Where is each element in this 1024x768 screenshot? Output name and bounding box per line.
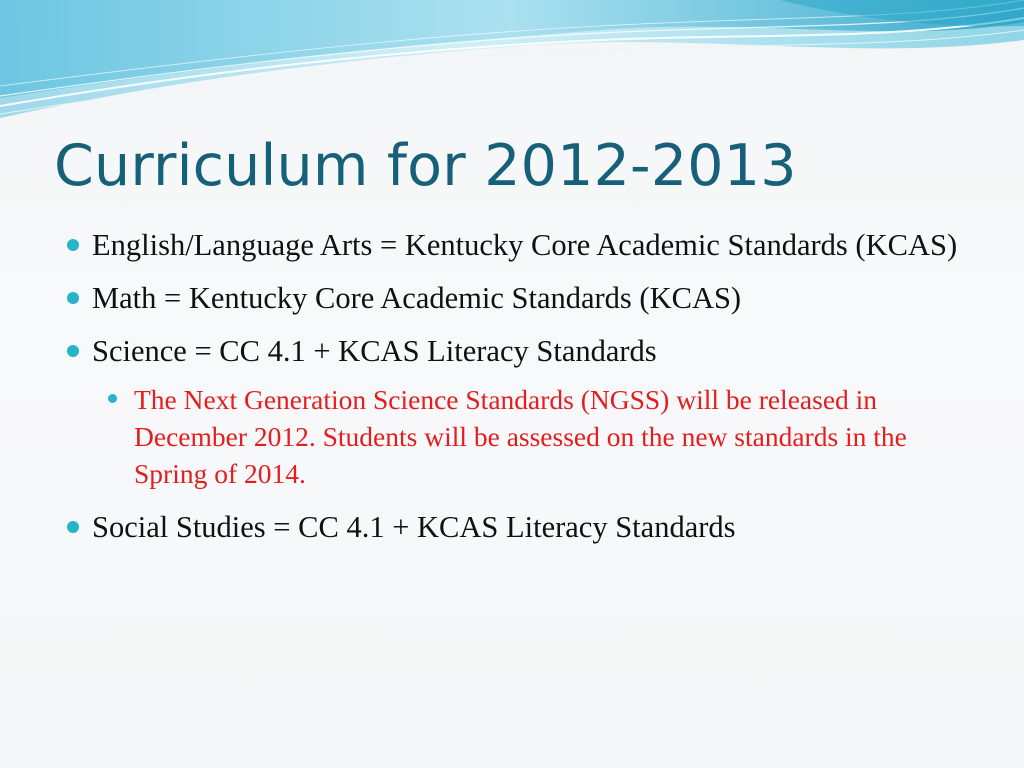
bullet-item-math	[66, 279, 986, 318]
bullet-item-social-studies	[66, 508, 986, 547]
bullet-text: Social Studies = CC 4.1 + KCAS Literacy Standards	[92, 510, 736, 544]
slide-title: Curriculum for 2012-2013	[54, 133, 797, 199]
bullet-item-english	[66, 226, 986, 265]
bullet-dot-icon	[67, 345, 79, 357]
bullet-text: Math = Kentucky Core Academic Standards (KCAS)	[92, 281, 742, 315]
sub-bullet-ngss	[108, 381, 964, 492]
decorative-wave-banner	[0, 0, 1024, 130]
bullet-list	[66, 226, 986, 561]
bullet-dot-icon	[67, 521, 79, 533]
bullet-item-science	[66, 332, 986, 371]
bullet-dot-icon	[67, 239, 79, 251]
bullet-text: Science = CC 4.1 + KCAS Literacy Standards	[92, 334, 657, 368]
sub-bullet-dot-icon	[108, 394, 117, 403]
bullet-text: English/Language Arts = Kentucky Core Academic Standards (KCAS)	[92, 228, 958, 262]
sub-bullet-text: The Next Generation Science Standards (NGSS) will be released in December 2012. Students will be assessed on the new standards in the Spring of 2014.	[134, 384, 907, 489]
bullet-dot-icon	[67, 292, 79, 304]
